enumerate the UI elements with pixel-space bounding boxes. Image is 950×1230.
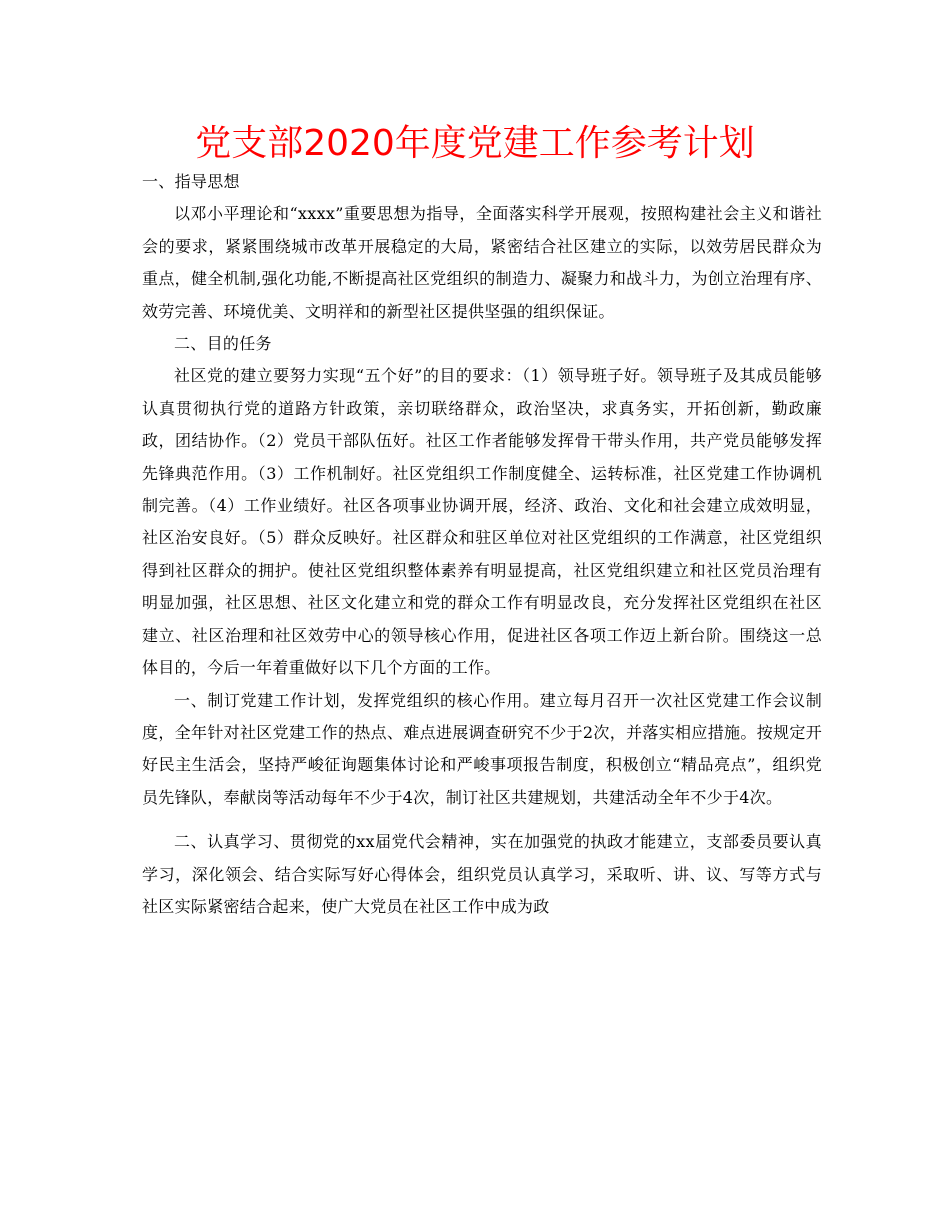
section-heading-guiding-ideology: 一、指导思想 <box>142 172 240 191</box>
document-title: 党支部2020年度党建工作参考计划 <box>195 123 755 164</box>
paragraph-guiding-ideology: 以邓小平理论和“xxxx”重要思想为指导，全面落实科学开展观，按照构建社会主义和谐社会的要求，紧紧围绕城市改革开展稳定的大局，紧密结合社区建立的实际，以效劳居民群众为重点，健全机制,强化功能,不断提高社区党组织的制造力、凝聚力和战斗力，为创立治理有序、效劳完善、环境优美、文明祥和的新型社区提供坚强的组织保证。 <box>142 204 822 321</box>
document-body <box>142 166 822 923</box>
paragraph-goals: 社区党的建立要努力实现“五个好”的目的要求：（1）领导班子好。领导班子及其成员能够认真贯彻执行党的道路方针政策，亲切联络群众，政治坚决，求真务实，开拓创新，勤政廉政，团结协作。（2）党员干部队伍好。社区工作者能够发挥骨干带头作用，共产党员能够发挥先锋典范作用。（3）工作机制好。社区党组织工作制度健全、运转标准，社区党建工作协调机制完善。（4）工作业绩好。社区各项事业协调开展，经济、政治、文化和社会建立成效明显，社区治安良好。（5）群众反映好。社区群众和驻区单位对社区党组织的工作满意，社区党组织得到社区群众的拥护。使社区党组织整体素养有明显提高，社区党组织建立和社区党员治理有明显加强，社区思想、社区文化建立和党的群众工作有明显改良，充分发挥社区党组织在社区建立、社区治理和社区效劳中心的领导核心作用，促进社区各项工作迈上新台阶。围绕这一总体目的，今后一年着重做好以下几个方面的工作。 <box>142 366 822 678</box>
section-heading-goals: 二、目的任务 <box>174 334 272 354</box>
paragraph-work-plan: 一、制订党建工作计划，发挥党组织的核心作用。建立每月召开一次社区党建工作会议制度，全年针对社区党建工作的热点、难点进展调查研究不少于2次，并落实相应措施。按规定开好民主生活会，坚持严峻征询题集体讨论和严峻事项报告制度，积极创立“精品亮点”，组织党员先锋队，奉献岗等活动每年不少于4次，制订社区共建规划，共建活动全年不少于4次。 <box>142 690 822 807</box>
paragraph-study: 二、认真学习、贯彻党的xx届党代会精神，实在加强党的执政才能建立，支部委员要认真学习，深化领会、结合实际写好心得体会，组织党员认真学习，采取听、讲、议、写等方式与社区实际紧密结合起来，使广大党员在社区工作中成为政 <box>142 832 822 916</box>
